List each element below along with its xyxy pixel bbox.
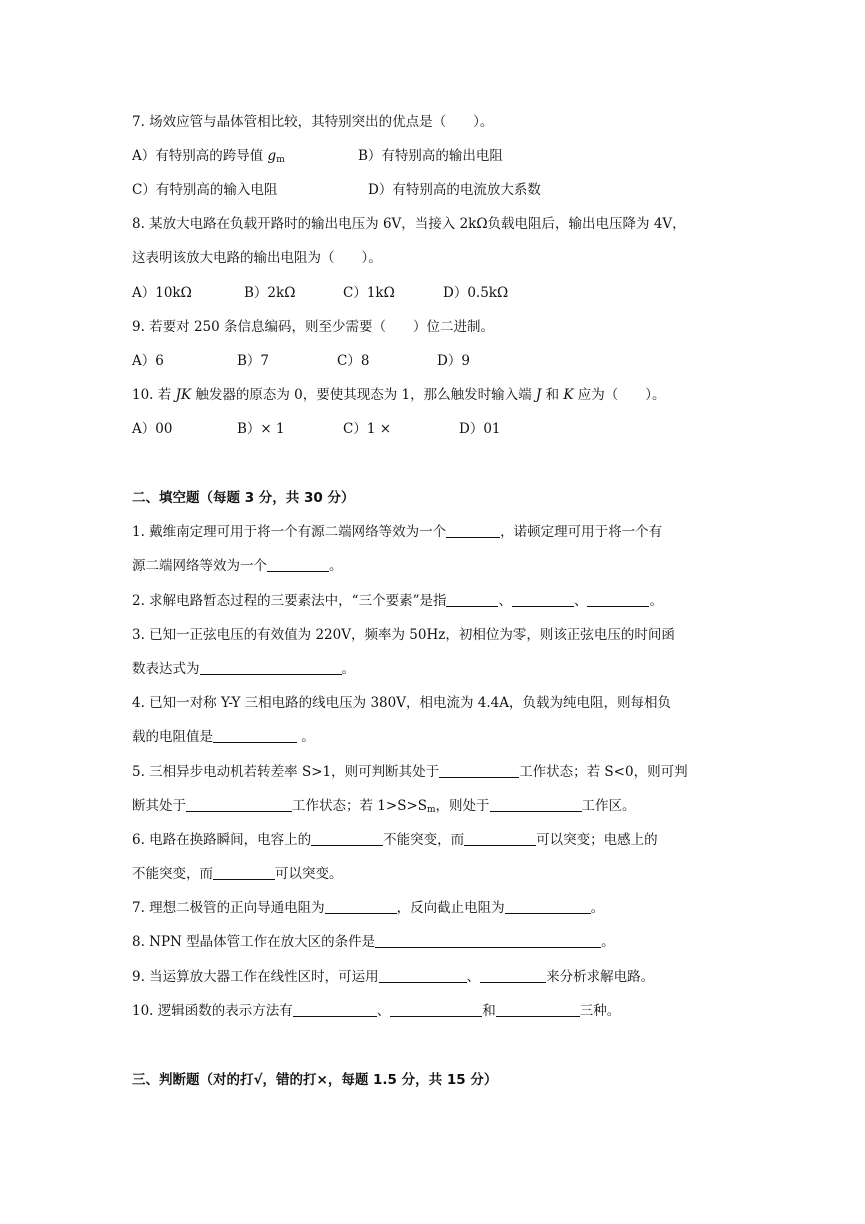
answer-blank[interactable] [512, 592, 574, 607]
fill-q4-line1: 4. 已知一对称 Y-Y 三相电路的线电压为 380V，相电流为 4.4A，负载为纯电阻，则每相负 [132, 695, 671, 711]
fill-q1-line2: 源二端网络等效为一个 。 [132, 558, 343, 574]
mc-q9-option-c: C）8 [337, 353, 370, 369]
mc-q10-stem: 10. 若 JK 触发器的原态为 0，要使其现态为 1，那么触发时输入端 J 和 K 应为（ ）。 [132, 387, 666, 403]
mc-q9-stem: 9. 若要对 250 条信息编码，则至少需要（ ）位二进制。 [132, 319, 495, 335]
fill-q5-line1: 5. 三相异步电动机若转差率 S>1，则可判断其处于 工作状态；若 S<0，则可判 [132, 764, 688, 780]
answer-blank[interactable] [267, 557, 329, 572]
mc-q7-stem: 7. 场效应管与晶体管相比较，其特别突出的优点是（ ）。 [132, 114, 494, 130]
section-heading-fill-in: 二、填空题（每题 3 分，共 30 分） [132, 490, 355, 506]
mc-q9-option-b: B）7 [237, 353, 270, 369]
answer-blank[interactable] [311, 831, 383, 846]
mc-q10-option-b: B）× 1 [237, 421, 285, 437]
answer-blank[interactable] [446, 592, 498, 607]
fill-q6-line2: 不能突变，而 可以突变。 [132, 866, 343, 882]
mc-q10-option-c: C）1 × [343, 421, 392, 437]
answer-blank[interactable] [464, 831, 536, 846]
section-heading-true-false: 三、判断题（对的打√，错的打×，每题 1.5 分，共 15 分） [132, 1072, 498, 1088]
answer-blank[interactable] [505, 899, 591, 914]
mc-q7-option-b: B）有特别高的输出电阻 [358, 148, 503, 164]
answer-blank[interactable] [390, 1002, 482, 1017]
answer-blank[interactable] [375, 933, 601, 948]
mc-q8-option-a: A）10kΩ [132, 285, 192, 301]
fill-q8: 8. NPN 型晶体管工作在放大区的条件是 。 [132, 934, 615, 950]
mc-q8-option-c: C）1kΩ [343, 285, 395, 301]
mc-q8-option-b: B）2kΩ [244, 285, 296, 301]
answer-blank[interactable] [200, 660, 342, 675]
mc-q8-stem-line1: 8. 某放大电路在负载开路时的输出电压为 6V，当接入 2kΩ负载电阻后，输出电压降为 4V， [132, 216, 686, 232]
fill-q7: 7. 理想二极管的正向导通电阻为 ，反向截止电阻为 。 [132, 900, 605, 916]
answer-blank[interactable] [325, 899, 397, 914]
fill-q5-line2: 断其处于 工作状态；若 $1>S>S_m$，则处于 工作区。 [132, 798, 636, 815]
fill-q3-line1: 3. 已知一正弦电压的有效值为 220V，频率为 50Hz，初相位为零，则该正弦电压的时间函 [132, 627, 675, 643]
answer-blank[interactable] [496, 1002, 580, 1017]
answer-blank[interactable] [293, 1002, 377, 1017]
answer-blank[interactable] [379, 968, 467, 983]
answer-blank[interactable] [186, 797, 292, 812]
fill-q4-line2: 载的电阻值是 。 [132, 729, 315, 745]
fill-q3-line2: 数表达式为 。 [132, 661, 355, 677]
fill-q1-line1: 1. 戴维南定理可用于将一个有源二端网络等效为一个 ，诺顿定理可用于将一个有 [132, 524, 663, 540]
answer-blank[interactable] [480, 968, 546, 983]
mc-q7-option-d: D）有特别高的电流放大系数 [368, 182, 541, 198]
fill-q2: 2. 求解电路暂态过程的三要素法中，“三个要素”是指 、 、 。 [132, 593, 663, 609]
fill-q9: 9. 当运算放大器工作在线性区时，可运用 、 来分析求解电路。 [132, 969, 655, 985]
mc-q7-option-a: A）有特别高的跨导值 $g_m$ [132, 148, 285, 165]
mc-q10-option-a: A）00 [132, 421, 173, 437]
answer-blank[interactable] [446, 523, 500, 538]
answer-blank[interactable] [587, 592, 649, 607]
answer-blank[interactable] [213, 728, 297, 743]
mc-q8-option-d: D）0.5kΩ [443, 285, 509, 301]
mc-q10-option-d: D）01 [459, 421, 501, 437]
mc-q9-option-a: A）6 [132, 353, 164, 369]
answer-blank[interactable] [490, 797, 582, 812]
mc-q7-option-c: C）有特别高的输入电阻 [132, 182, 278, 198]
mc-q9-option-d: D）9 [437, 353, 470, 369]
fill-q6-line1: 6. 电路在换路瞬间，电容上的 不能突变，而 可以突变；电感上的 [132, 832, 658, 848]
fill-q10: 10. 逻辑函数的表示方法有 、 和 三种。 [132, 1003, 621, 1019]
answer-blank[interactable] [213, 865, 275, 880]
mc-q8-stem-line2: 这表明该放大电路的输出电阻为（ ）。 [132, 250, 382, 266]
answer-blank[interactable] [439, 763, 519, 778]
